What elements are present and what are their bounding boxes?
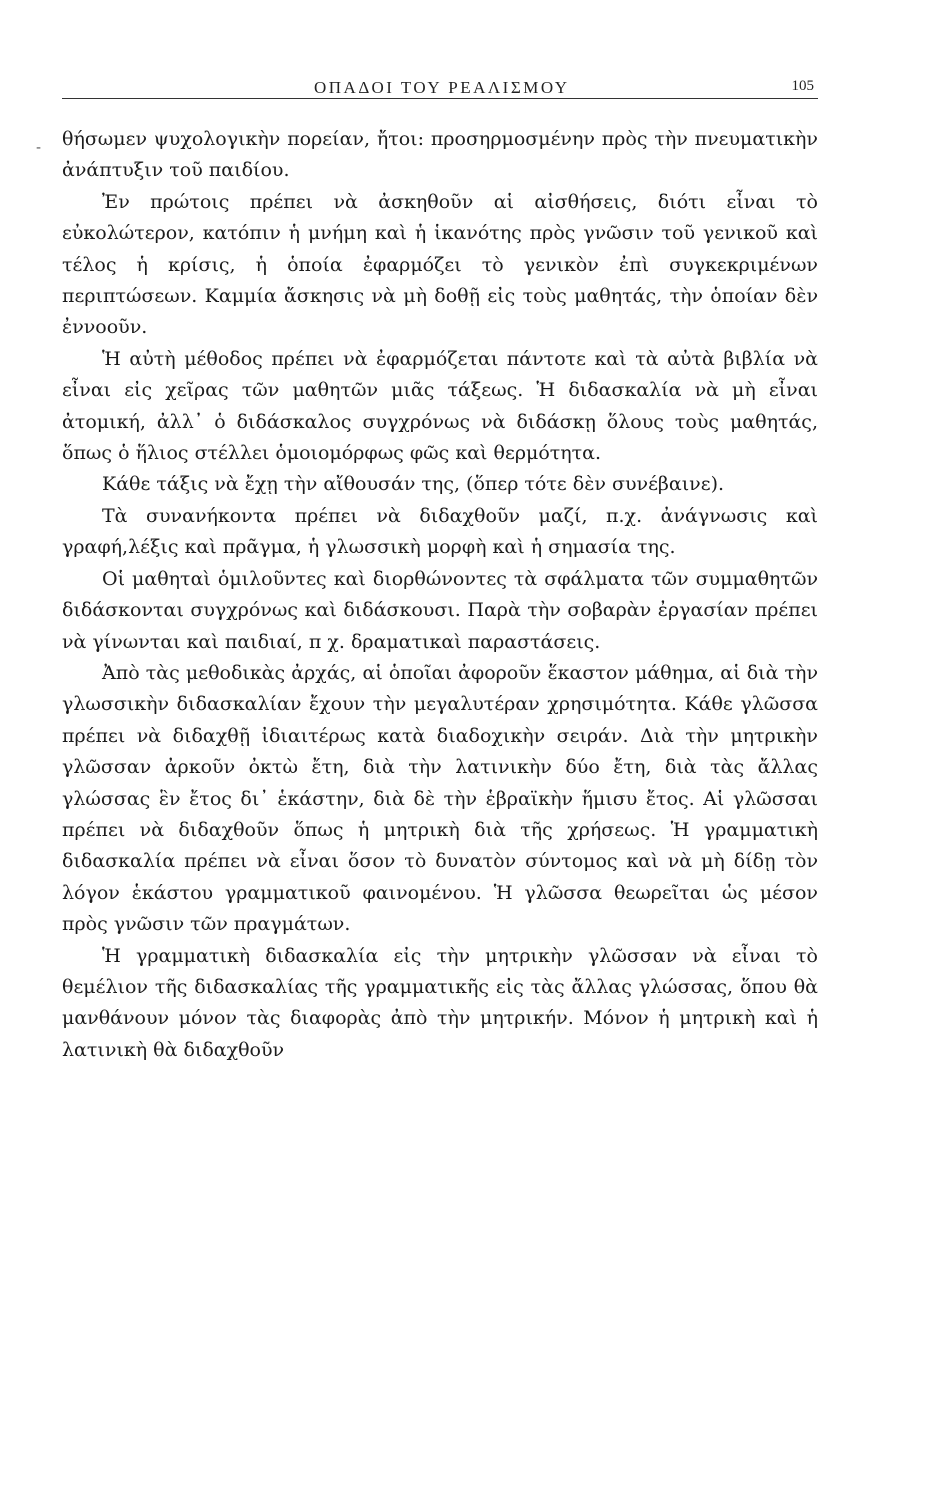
body-text xyxy=(62,124,818,1066)
paragraph: Ἀπὸ τὰς μεθοδικὰς ἀρχάς, αἱ ὁποῖαι ἀφοροῦν ἕκαστον μάθημα, αἱ διὰ τὴν γλωσσικὴν διδασκαλίαν ἔχουν τὴν μεγαλυτέραν χρησιμότητα. Κάθε γλῶσσα πρέπει νὰ διδαχθῇ ἰδιαιτέρως κατὰ διαδοχικὴν σειράν. Διὰ τὴν μητρικὴν γλῶσσαν ἀρκοῦν ὀκτὼ ἔτη, διὰ τὴν λατινικὴν δύο ἔτη, διὰ τὰς ἄλλας γλώσσας ἓν ἔτος δι᾽ ἑκάστην, διὰ δὲ τὴν ἑβραϊκὴν ἥμισυ ἔτος. Αἱ γλῶσσαι πρέπει νὰ διδαχθοῦν ὅπως ἡ μητρικὴ διὰ τῆς χρήσεως. Ἡ γραμματικὴ διδασκαλία πρέπει νὰ εἶναι ὅσον τὸ δυνατὸν σύντομος καὶ νὰ μὴ δίδῃ τὸν λόγον ἑκάστου γραμματικοῦ φαινομένου. Ἡ γλῶσσα θεωρεῖται ὡς μέσον πρὸς γνῶσιν τῶν πραγμάτων. xyxy=(62,661,818,936)
paragraph: Ἐν πρώτοις πρέπει νὰ ἀσκηθοῦν αἱ αἰσθήσεις, διότι εἶναι τὸ εὐκολώτερον, κατόπιν ἡ μνήμη καὶ ἡ ἱκανότης πρὸς γνῶσιν τοῦ γενικοῦ καὶ τέλος ἡ κρίσις, ἡ ὁποία ἐφαρμόζει τὸ γενικὸν ἐπὶ συγκεκριμένων περιπτώσεων. Καμμία ἄσκησις νὰ μὴ δοθῇ εἰς τοὺς μαθητάς, τὴν ὁποίαν δὲν ἐννοοῦν. xyxy=(62,190,818,339)
paragraph: Οἱ μαθηταὶ ὁμιλοῦντες καὶ διορθώνοντες τὰ σφάλματα τῶν συμμαθητῶν διδάσκονται συγχρόνως καὶ διδάσκουσι. Παρὰ τὴν σοβαρὰν ἐργασίαν πρέπει νὰ γίνωνται καὶ παιδιαί, π χ. δραματικαὶ παραστάσεις. xyxy=(62,567,818,653)
running-title: ΟΠΑΔΟΙ ΤΟΥ ΡΕΑΛΙΣΜΟΥ xyxy=(314,78,570,97)
header-rule xyxy=(62,98,818,99)
paragraph: Ἡ αὐτὴ μέθοδος πρέπει νὰ ἐφαρμόζεται πάντοτε καὶ τὰ αὐτὰ βιβλία νὰ εἶναι εἰς χεῖρας τῶν μαθητῶν μιᾶς τάξεως. Ἡ διδασκαλία νὰ μὴ εἶναι ἀτομική, ἀλλ᾽ ὁ διδάσκαλος συγχρόνως νὰ διδάσκῃ ὅλους τοὺς μαθητάς, ὅπως ὁ ἥλιος στέλλει ὁμοιομόρφως φῶς καὶ θερμότητα. xyxy=(62,347,818,465)
paragraph: Κάθε τάξις νὰ ἔχῃ τὴν αἴθουσάν της, (ὅπερ τότε δὲν συνέβαινε). xyxy=(102,473,725,496)
margin-mark: - xyxy=(36,140,42,156)
paragraph: Ἡ γραμματικὴ διδασκαλία εἰς τὴν μητρικὴν γλῶσσαν νὰ εἶναι τὸ θεμέλιον τῆς διδασκαλίας τῆς γραμματικῆς εἰς τὰς ἄλλας γλώσσας, ὅπου θὰ μανθάνουν μόνον τὰς διαφορὰς ἀπὸ τὴν μητρικήν. Μόνον ἡ μητρικὴ καὶ ἡ λατινικὴ θὰ διδαχθοῦν xyxy=(62,944,818,1061)
paragraph: θήσωμεν ψυχολογικὴν πορείαν, ἤτοι: προσηρμοσμένην πρὸς τὴν πνευματικὴν ἀνάπτυξιν τοῦ παιδίου. xyxy=(62,128,818,182)
paragraph: Τὰ συνανήκοντα πρέπει νὰ διδαχθοῦν μαζί, π.χ. ἀνάγνωσις καὶ γραφή,λέξις καὶ πρᾶγμα, ἡ γλωσσικὴ μορφὴ καὶ ἡ σημασία της. xyxy=(62,504,818,559)
page-number: 105 xyxy=(791,78,814,94)
